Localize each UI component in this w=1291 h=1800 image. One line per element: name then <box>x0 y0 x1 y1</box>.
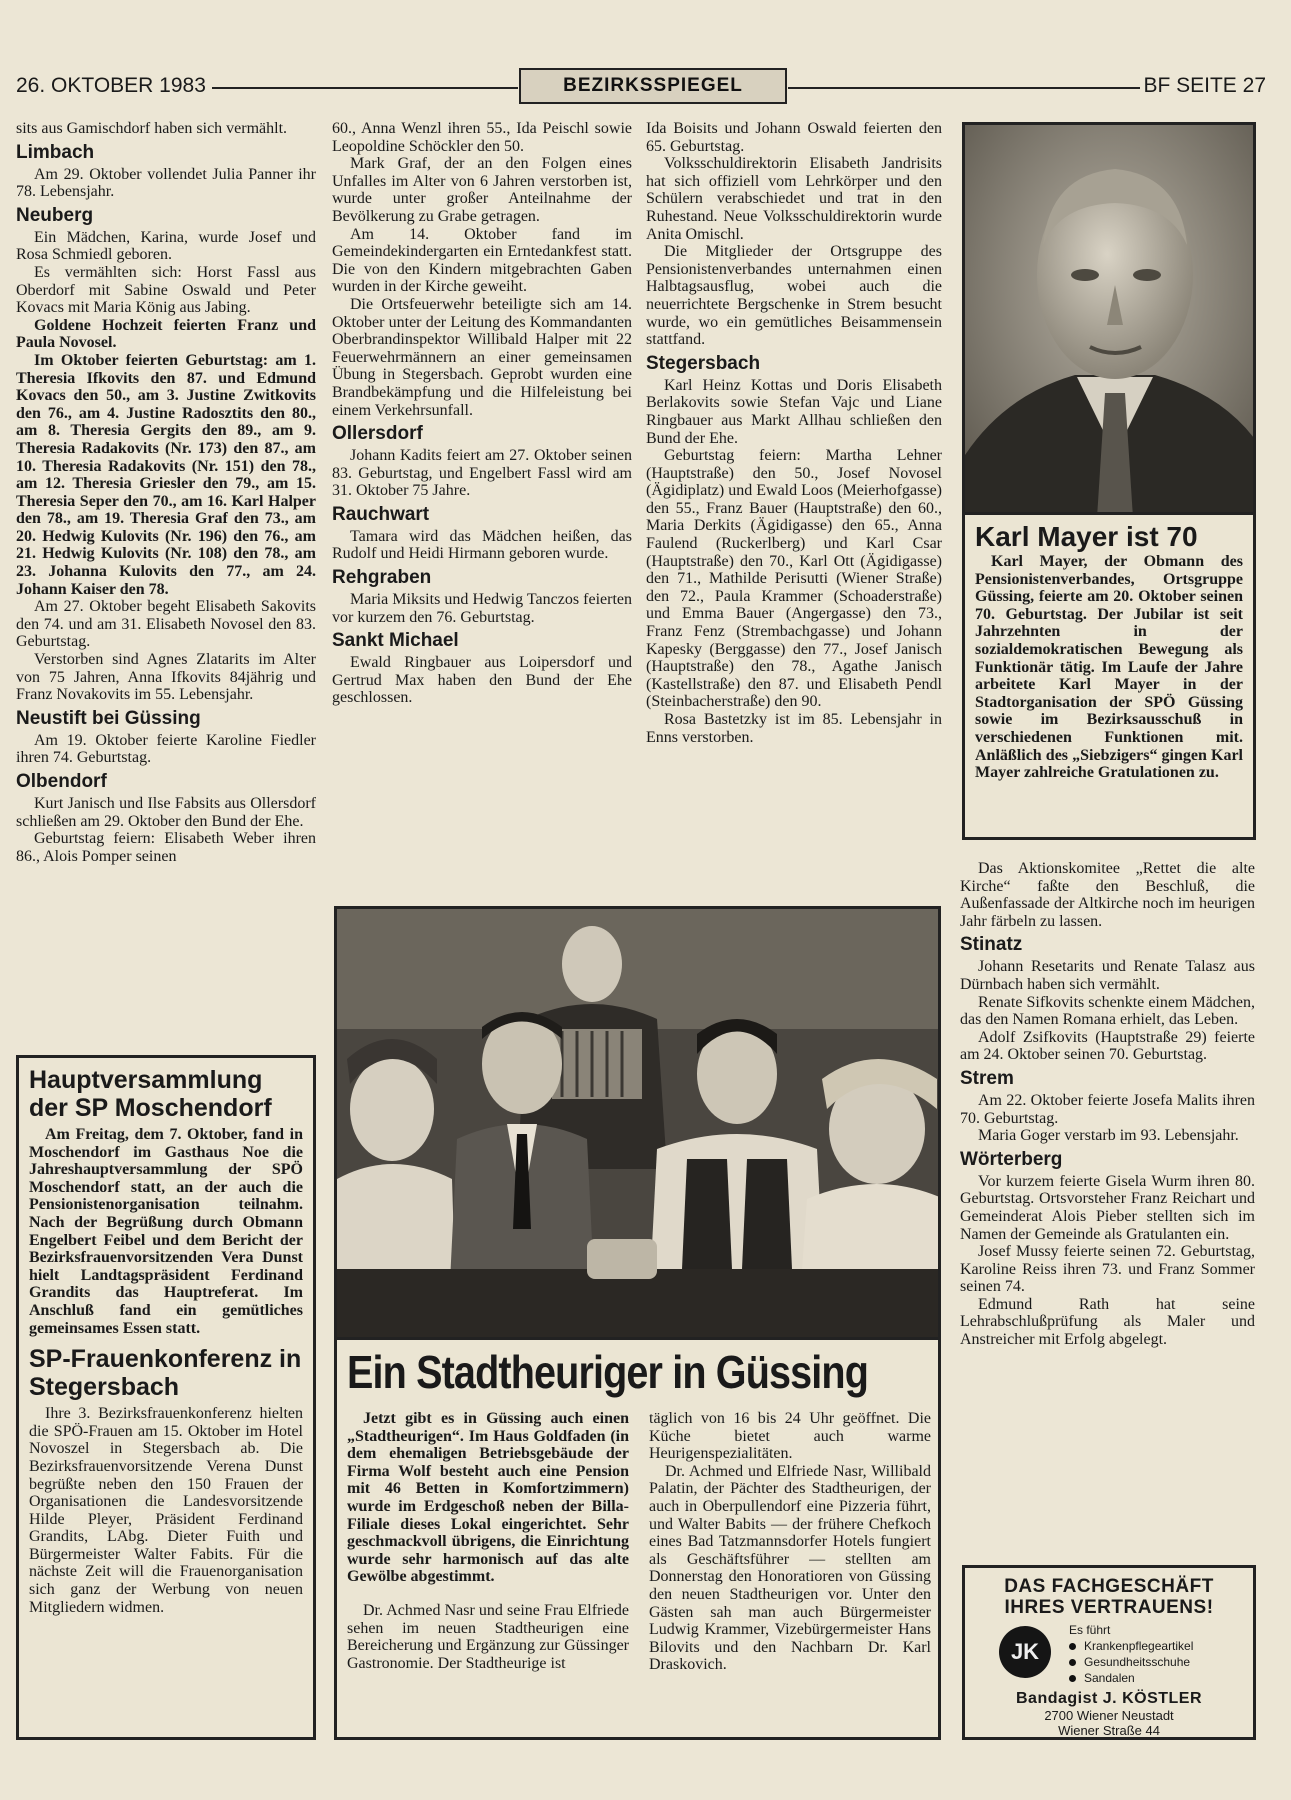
story-column-right <box>649 1410 931 1674</box>
ad-body <box>975 1622 1243 1686</box>
article-text: Karl Mayer, der Obmann des Pensionistenverbandes, Ortsgruppe Güssing, feierte am 20. Oktober seinen 70. Geburtstag. Der Jubilar ist seit Jahrzehnten in der sozialdemokratischen Bewegung als Funktionär tätig. Im Laufe der Jahre arbeitete Karl Mayer in der Stadtorganisation der SPÖ Güssing sowie im Bezirksausschuß in verschiedenen Funktionen mit. Anläßlich des „Siebzigers“ gingen Karl Mayer zahlreiche Gratulationen zu. <box>975 553 1243 782</box>
article-text: Mark Graf, der an den Folgen eines Unfalles im Alter von 6 Jahren verstorben ist, wurde unter großer Anteilnahme der Bevölkerung zu Grabe getragen. <box>332 155 632 225</box>
ad-city: 2700 Wiener Neustadt <box>1044 1708 1174 1723</box>
article-text: Rosa Bastetzky ist im 85. Lebensjahr in Enns verstorben. <box>646 711 942 746</box>
heading-limbach: Limbach <box>16 141 95 163</box>
article-text: Maria Miksits und Hedwig Tanczos feierten vor kurzem den 76. Geburtstag. <box>332 591 632 626</box>
article-text: Ihre 3. Bezirksfrauenkonferenz hielten die SPÖ-Frauen am 15. Oktober im Hotel Novoszel in Stegersbach ab. Die Bezirksfrauenvorsitzende Verena Dunst begrüßte neben den 150 Frauen der Organisationen die Landesvorsitzende Hilde Pleyer, Präsident Ferdinand Grandits, LAbg. Dieter Fuith und Bürgermeister Walter Fabits. Für die nächste Zeit will die Frauenorganisation sich ganz der Werbung von neuen Mitgliedern widmen. <box>29 1405 303 1616</box>
box-heading-hauptversammlung: Hauptversammlung der SP Moschendorf <box>29 1066 272 1122</box>
list-item <box>1069 1638 1193 1654</box>
heading-olbendorf: Olbendorf <box>16 771 107 792</box>
ad-business-name: Bandagist J. KÖSTLER <box>1015 1690 1203 1707</box>
heading-stinatz: Stinatz <box>960 934 1023 956</box>
list-item-label: Gesundheitsschuhe <box>1084 1655 1191 1669</box>
column-2 <box>332 120 632 707</box>
article-text: Adolf Zsifkovits (Hauptstraße 29) feierte am 24. Oktober seinen 70. Geburtstag. <box>960 1028 1255 1064</box>
heading-worterberg: Wörterberg <box>960 1148 1063 1170</box>
article-text: Karl Heinz Kottas und Doris Elisabeth Berlakovits sowie Stefan Vajc und Liane Ringbauer aus Markt Allhau schließen den Bund der Ehe. <box>646 376 942 447</box>
story-column-left <box>347 1410 629 1672</box>
ad-headline: DAS FACHGESCHÄFT IHRES VERTRAUENS! <box>1004 1576 1214 1618</box>
heading-neustift: Neustift bei Güssing <box>16 707 201 729</box>
heading-rauchwart: Rauchwart <box>332 503 430 525</box>
article-text: sits aus Gamischdorf haben sich vermählt. <box>16 120 288 137</box>
article-text: Ida Boisits und Johann Oswald feierten den 65. Geburtstag. <box>646 120 942 155</box>
article-text: Geburtstag feiern: Elisabeth Weber ihren 86., Alois Pomper seinen <box>16 830 316 865</box>
group-photo-illustration <box>337 909 941 1340</box>
column-1 <box>16 120 316 865</box>
bullet-icon <box>1069 1643 1076 1650</box>
issue-date: 26. OKTOBER 1983 <box>16 74 206 97</box>
article-text: Am 22. Oktober feierte Josefa Malits ihren 70. Geburtstag. <box>960 1091 1255 1127</box>
article-text: Vor kurzem feierte Gisela Wurm ihren 80. Geburtstag. Ortsvorsteher Franz Reichart und Gemeinderat Alois Pieber stellten sich im Namen der Gemeinde als Gratulanten ein. <box>960 1172 1255 1243</box>
bullet-icon <box>1069 1675 1076 1682</box>
article-text: Ein Mädchen, Karina, wurde Josef und Rosa Schmiedl geboren. <box>16 228 316 264</box>
ad-street: Wiener Straße 44 <box>1058 1723 1160 1738</box>
ad-product-list <box>1069 1622 1193 1686</box>
story-headline: Ein Stadtheuriger in Güssing <box>347 1346 869 1398</box>
article-text: Ewald Ringbauer aus Loipersdorf und Gertrud Max haben den Bund der Ehe geschlossen. <box>332 654 632 707</box>
article-text: täglich von 16 bis 24 Uhr geöffnet. Die Küche bietet auch warme Heurigenspezialitäten. <box>649 1410 931 1463</box>
section-title: BEZIRKSSPIEGEL <box>519 68 787 104</box>
article-text: Goldene Hochzeit feierten Franz und Paula Novosel. <box>16 316 316 352</box>
ad-list-intro: Es führt <box>1069 1623 1111 1637</box>
page-header <box>16 62 1266 106</box>
heading-rehgraben: Rehgraben <box>332 567 432 589</box>
article-text: Volksschuldirektorin Elisabeth Jandrisits hat sich offiziell vom Lehrkörper und den Schülern verabschiedet und trat in den Ruhestand. Neue Volksschuldirektorin wurde Anita Omischl. <box>646 155 942 243</box>
article-text: Die Ortsfeuerwehr beteiligte sich am 14. Oktober unter der Leitung des Kommandanten Oberbrandinspektor Willibald Halper mit 22 Feuerwehrmännern an einer gemeinsamen Übung in Stegersbach. Geprobt wurden eine Brandbekämpfung und die Hilfeleistung bei einem Verkehrsunfall. <box>332 295 632 419</box>
article-text: Die Mitglieder der Ortsgruppe des Pensionistenverbandes unternahmen einen Halbtagsausflug, wobei auch die neuerrichtete Bergschenke in Strem besucht wurde, wo ein gemütliches Beisammensein stattfand. <box>646 243 942 349</box>
heading-neuberg: Neuberg <box>16 204 94 226</box>
article-text: Tamara wird das Mädchen heißen, das Rudolf und Heidi Hirmann geboren wurde. <box>332 527 632 563</box>
article-text: Es vermählten sich: Horst Fassl aus Oberdorf mit Sabine Oswald und Peter Kovacs mit Maria König aus Jabing. <box>16 263 316 317</box>
header-rule-right <box>788 87 1140 89</box>
ad-logo: JK <box>999 1626 1051 1678</box>
list-item-label: Sandalen <box>1084 1671 1135 1685</box>
column-3 <box>646 120 942 746</box>
article-text: Renate Sifkovits schenkte einem Mädchen, das den Namen Romana erhielt, das Leben. <box>960 993 1255 1029</box>
box-heading-frauenkonferenz: SP-Frauenkonferenz in Stegersbach <box>29 1345 302 1402</box>
article-text: Am 14. Oktober fand im Gemeindekindergarten ein Erntedankfest statt. Die von den Kindern mitgebrachten Gaben wurden in der Kirche geweiht. <box>332 225 632 296</box>
heading-strem: Strem <box>960 1067 1014 1089</box>
heading-ollersdorf: Ollersdorf <box>332 423 423 445</box>
article-text: Dr. Achmed und Elfriede Nasr, Willibald Palatin, der Pächter des Stadtheurigen, der auch in Oberpullendorf eine Pizzeria führt, und Walter Babits — der frühere Chefkoch eines Bad Tatzmannsdorfer Hotels fungiert als Geschäftsführer — stellten am Donnerstag den Honoratioren von Güssing den neuen Stadtheurigen vor. Unter den Gästen sah man auch Bürgermeister Ludwig Krammer, Vizebürgermeister Hans Bilovits und den Nachbarn Dr. Karl Draskovich. <box>649 1462 931 1674</box>
article-text: Johann Kadits feiert am 27. Oktober seinen 83. Geburtstag, und Engelbert Fassl wird am 31. Oktober 75 Jahre. <box>332 447 632 500</box>
list-item <box>1069 1670 1193 1686</box>
article-text: Verstorben sind Agnes Zlatarits im Alter von 75 Jahren, Anna Ifkovits 84jährig und Franz Novakovits im 55. Lebensjahr. <box>16 651 316 704</box>
article-text: Josef Mussy feierte seinen 72. Geburtstag, Karoline Reiss ihren 73. und Franz Sommer seinen 74. <box>960 1243 1255 1296</box>
list-item <box>1069 1654 1193 1670</box>
article-text: Edmund Rath hat seine Lehrabschlußprüfung als Maler und Anstreicher mit Erfolg abgelegt. <box>960 1295 1255 1349</box>
heading-sankt-michael: Sankt Michael <box>332 630 459 652</box>
article-text: Am Freitag, dem 7. Oktober, fand in Moschendorf im Gasthaus Noe die Jahreshauptversammlung der SPÖ Moschendorf statt, an der auch die Pensionistenorganisation teilnahm. Nach der Begrüßung durch Obmann Engelbert Feibel und dem Bericht der Bezirksfrauenvorsitzenden Vera Dunst hielt Landtagspräsident Ferdinand Grandits das Hauptreferat. Im Anschluß fand ein gemütliches gemeinsames Essen statt. <box>29 1126 303 1337</box>
column-4 <box>960 860 1255 1349</box>
article-text: 60., Anna Wenzl ihren 55., Ida Peischl sowie Leopoldine Schöckler den 50. <box>332 120 632 155</box>
header-rule-left <box>212 87 518 89</box>
list-item-label: Krankenpflegeartikel <box>1084 1639 1194 1653</box>
article-text: Am 27. Oktober begeht Elisabeth Sakovits den 74. und am 31. Elisabeth Novosel den 83. Geburtstag. <box>16 598 316 651</box>
article-text: Im Oktober feierten Geburtstag: am 1. Theresia Ifkovits den 87. und Edmund Kovacs den 50., am 3. Justine Zwitkovits den 76., am 4. Justine Radosztits den 80., am 8. Theresia Gergits den 89., am 9. Theresia Radakovits (Nr. 173) den 87., am 10. Theresia Radakovits (Nr. 151) den 78., am 12. Theresia Griesler den 79., am 15. Theresia Seper den 70., am 16. Karl Halper den 78., am 19. Theresia Graf den 73., am 20. Hedwig Kulovits (Nr. 196) den 76., am 21. Hedwig Kulovits (Nr. 108) den 78., am 23. Johanna Kulovits den 77., am 24. Johann Kaiser den 78. <box>16 351 316 598</box>
article-text: Geburtstag feiern: Martha Lehner (Hauptstraße) den 50., Josef Novosel (Ägidiplatz) und Ewald Loos (Meierhofgasse) den 55., Franz Bauer (Hauptstraße) den 60., Maria Derkits (Ägidigasse) den 65., Anna Faulend (Ruckerlberg) und Karl Csar (Hauptstraße) den 70., Karl Ott (Ägidigasse) den 71., Mathilde Perisutti (Wiener Straße) den 72., Paula Krammer (Schoaderstraße) und Emma Bauer (Angergasse) den 73., Franz Fenz (Strembachgasse) und Johann Kapesky (Berggasse) den 77., Josef Janisch (Hauptstraße) den 78., Agathe Janisch (Kastellstraße) den 87. und Elisabeth Pendl (Steinbacherstraße) den 90. <box>646 447 942 711</box>
bullet-icon <box>1069 1659 1076 1666</box>
box-stadtheuriger <box>334 1340 941 1740</box>
portrait-illustration <box>965 125 1256 515</box>
group-photo <box>334 906 941 1340</box>
box-sp-news <box>16 1055 316 1740</box>
article-text: Am 19. Oktober feierte Karoline Fiedler ihren 74. Geburtstag. <box>16 731 316 767</box>
box-karl-mayer <box>962 515 1256 840</box>
advertisement <box>962 1565 1256 1740</box>
box-heading-karl-mayer: Karl Mayer ist 70 <box>975 521 1198 552</box>
page-number: BF SEITE 27 <box>1143 74 1266 97</box>
heading-stegersbach: Stegersbach <box>646 352 761 374</box>
article-text: Kurt Janisch und Ilse Fabsits aus Ollersdorf schließen am 29. Oktober den Bund der Ehe. <box>16 795 316 830</box>
article-text: Am 29. Oktober vollendet Julia Panner ihr 78. Lebensjahr. <box>16 165 316 201</box>
article-text: Das Aktionskomitee „Rettet die alte Kirche“ faßte den Beschluß, die Außenfassade der Altkirche noch im heurigen Jahr färbeln zu lassen. <box>960 860 1255 930</box>
article-text: Dr. Achmed Nasr und seine Frau Elfriede sehen im neuen Stadtheurigen eine Bereicherung und Ergänzung zur Güssinger Gastronomie. Der Stadtheurige ist <box>347 1601 629 1672</box>
article-text: Maria Goger verstarb im 93. Lebensjahr. <box>978 1127 1239 1145</box>
article-text: Johann Resetarits und Renate Talasz aus Dürnbach haben sich vermählt. <box>960 958 1255 993</box>
story-lead: Jetzt gibt es in Güssing auch einen „Stadtheurigen“. Im Haus Goldfaden (in dem ehemaligen Betriebsgebäude der Firma Wolf besteht auch eine Pension mit 46 Betten in Komfortzimmern) wurde im Erdgeschoß neben der Billa-Filiale dieses Lokal eingerichtet. Sehr geschmackvoll übrigens, die Einrichtung wurde sehr harmonisch auf das alte Gewölbe abgestimmt. <box>347 1410 629 1586</box>
portrait-photo <box>962 122 1256 515</box>
